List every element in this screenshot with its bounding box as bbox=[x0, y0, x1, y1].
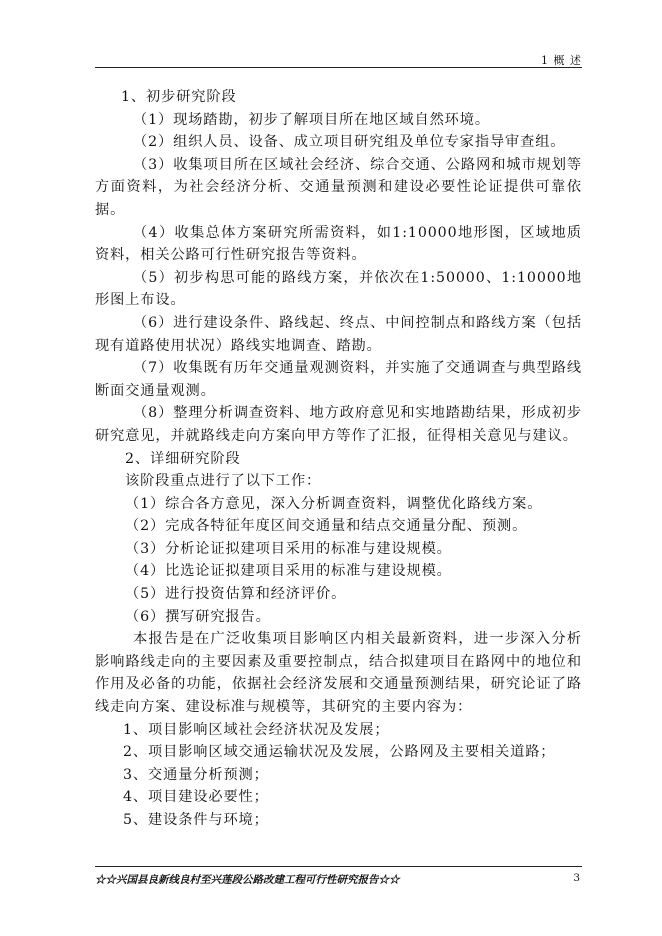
contents-item: 5、建设条件与环境； bbox=[123, 812, 269, 828]
stage1-item: （1）现场踏勘，初步了解项目所在地区域自然环境。 bbox=[133, 111, 490, 128]
stage2-item: （3）分析论证拟建项目采用的标准与建设规模。 bbox=[125, 540, 452, 557]
stage1-item: （3）收集项目所在区域社会经济、综合交通、公路网和城市规划等方面资料，为社会经济分析、交通量预测和建设必要性论证提供可靠依据。 bbox=[95, 156, 582, 218]
header-rule bbox=[95, 67, 582, 68]
contents-item: 1、项目影响区域社会经济状况及发展； bbox=[123, 721, 390, 738]
stage2-intro: 该阶段重点进行了以下工作： bbox=[125, 473, 322, 490]
page-header bbox=[95, 52, 582, 66]
stage1-item: （2）组织人员、设备、成立项目研究组及单位专家指导审查组。 bbox=[133, 134, 566, 151]
stage2-item: （5）进行投资估算和经济评价。 bbox=[125, 586, 347, 603]
stage1-item: （7）收集既有历年交通量观测资料，并实施了交通调查与典型路线断面交通量观测。 bbox=[95, 360, 582, 399]
stage1-heading: 1、初步研究阶段 bbox=[121, 89, 237, 105]
contents-item: 4、项目建设必要性； bbox=[123, 789, 269, 806]
stage1-item: （4）收集总体方案研究所需资料，如1:10000地形图，区域地质资料，相关公路可行性研究报告等资料。 bbox=[95, 224, 582, 264]
contents-item: 3、交通量分析预测； bbox=[123, 766, 269, 783]
document-body bbox=[95, 86, 582, 832]
stage1-item: （6）进行建设条件、路线起、终点、中间控制点和路线方案（包括现有道路使用状况）路线实地调查、踏勘。 bbox=[95, 314, 582, 354]
stage1-item: （8）整理分析调查资料、地方政府意见和实地踏勘结果，形成初步研究意见，并就路线走向方案向甲方等作了汇报，征得相关意见与建议。 bbox=[95, 405, 582, 444]
stage2-item: （1）综合各方意见，深入分析调查资料，调整优化路线方案。 bbox=[125, 495, 543, 512]
stage1-item: （5）初步构思可能的路线方案，并依次在1:50000、1:10000地形图上布设。 bbox=[95, 269, 582, 309]
chapter-label: 1 概 述 bbox=[541, 54, 582, 67]
contents-item: 2、项目影响区域交通运输状况及发展，公路网及主要相关道路； bbox=[123, 744, 556, 761]
footer-rule bbox=[95, 866, 582, 867]
stage2-item: （4）比选论证拟建项目采用的标准与建设规模。 bbox=[125, 563, 452, 580]
stage2-item: （6）撰写研究报告。 bbox=[125, 608, 271, 625]
report-title: ☆☆兴国县良新线良村至兴莲段公路改建工程可行性研究报告☆☆ bbox=[95, 874, 400, 886]
stage2-item: （2）完成各特征年度区间交通量和结点交通量分配、预测。 bbox=[125, 518, 528, 535]
stage2-heading: 2、详细研究阶段 bbox=[125, 450, 241, 467]
page-footer bbox=[95, 872, 582, 886]
summary-paragraph: 本报告是在广泛收集项目影响区内相关最新资料，进一步深入分析影响路线走向的主要因素及重要控制点，结合拟建项目在路网中的地位和作用及必备的功能，依据社会经济发展和交通量预测结果，研究论证了路线走向方案、建设标准与规模等，其研究的主要内容为： bbox=[95, 631, 582, 716]
page-number: 3 bbox=[573, 872, 580, 884]
